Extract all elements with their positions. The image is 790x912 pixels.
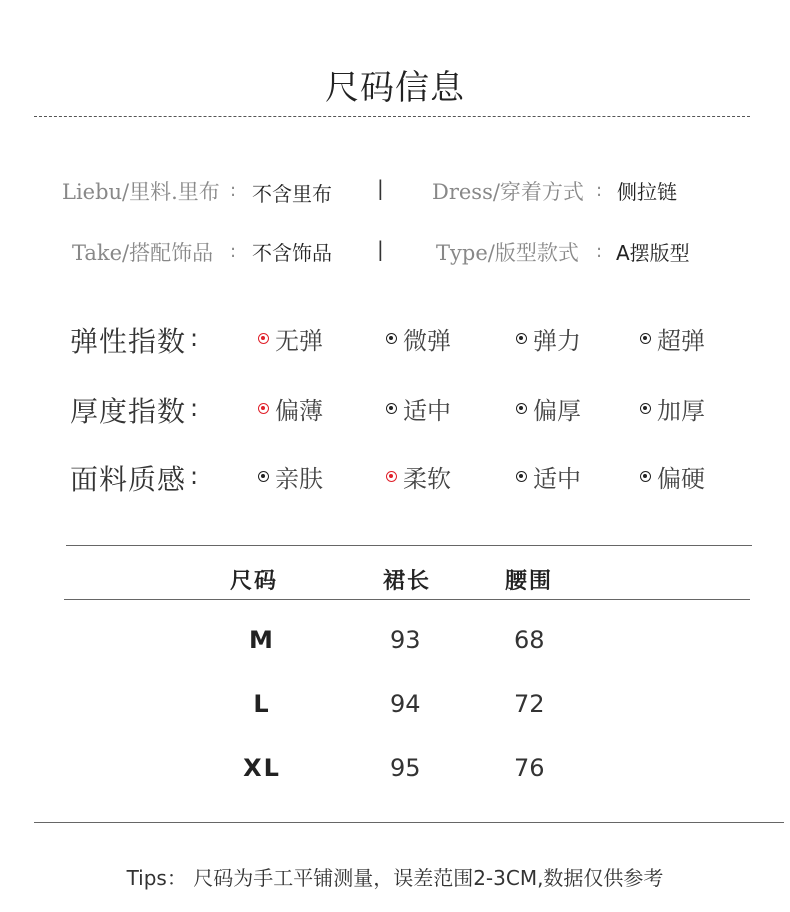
accessory-label: Take/搭配饰品 (72, 241, 214, 265)
cell-size: M (249, 626, 275, 654)
wearing-value: 侧拉链 (617, 180, 677, 204)
cell-length: 93 (390, 626, 421, 654)
index-option-label: 适中 (533, 465, 581, 493)
radio-icon (640, 471, 651, 482)
style-label: Type/版型款式 (436, 241, 579, 265)
wearing-colon: : (596, 180, 603, 201)
lining-value: 不含里布 (252, 182, 332, 206)
style-value: A摆版型 (616, 241, 690, 265)
accessory-value: 不含饰品 (252, 241, 332, 265)
index-colon: : (190, 324, 199, 352)
index-option-label: 亲肤 (275, 465, 323, 493)
radio-selected-icon (386, 471, 397, 482)
index-option (516, 321, 581, 356)
lining-colon: : (230, 180, 237, 201)
index-option (386, 391, 451, 426)
radio-icon (516, 403, 527, 414)
index-option-label: 适中 (403, 397, 451, 425)
index-option (258, 459, 323, 494)
header-size: 尺码 (230, 569, 279, 594)
index-option-label: 偏薄 (275, 397, 323, 425)
info-separator: | (377, 237, 384, 261)
cell-length: 95 (390, 754, 421, 782)
cell-waist: 72 (514, 690, 545, 718)
tips-text: Tips： 尺码为手工平铺测量，误差范围2-3CM,数据仅供参考 (126, 866, 664, 890)
title-divider (34, 116, 750, 117)
wearing-label: Dress/穿着方式 (432, 180, 584, 204)
index-option (386, 321, 451, 356)
cell-length: 94 (390, 690, 421, 718)
header-waist: 腰围 (505, 569, 554, 594)
cell-size: XL (243, 754, 281, 782)
index-option-label: 柔软 (403, 465, 451, 493)
accessory-colon: : (230, 241, 237, 262)
index-option-label: 微弹 (403, 327, 451, 355)
cell-waist: 68 (514, 626, 545, 654)
footer-divider (34, 822, 784, 823)
index-option-label: 无弹 (275, 327, 323, 355)
radio-icon (386, 403, 397, 414)
radio-icon (516, 333, 527, 344)
index-colon: : (190, 394, 199, 422)
page-title: 尺码信息 (325, 68, 465, 108)
radio-selected-icon (258, 333, 269, 344)
table-header-line (64, 599, 750, 600)
index-option (386, 459, 451, 494)
index-option-label: 偏厚 (533, 397, 581, 425)
header-length: 裙长 (383, 569, 432, 594)
index-option-label: 偏硬 (657, 465, 705, 493)
radio-icon (386, 333, 397, 344)
cell-size: L (253, 690, 271, 718)
index-option (640, 391, 705, 426)
radio-icon (640, 333, 651, 344)
index-option (640, 321, 705, 356)
info-separator: | (377, 176, 384, 200)
table-top-line (66, 545, 752, 546)
index-label: 面料质感 (70, 463, 187, 496)
index-option (516, 391, 581, 426)
lining-label: Liebu/里料.里布 (62, 180, 220, 204)
index-label: 厚度指数 (70, 395, 187, 428)
index-option (258, 321, 323, 356)
radio-icon (258, 471, 269, 482)
style-colon: : (596, 241, 603, 262)
index-colon: : (190, 462, 199, 490)
radio-selected-icon (258, 403, 269, 414)
radio-icon (516, 471, 527, 482)
radio-icon (640, 403, 651, 414)
index-option-label: 弹力 (533, 327, 581, 355)
index-option-label: 加厚 (657, 397, 705, 425)
index-label: 弹性指数 (70, 325, 187, 358)
cell-waist: 76 (514, 754, 545, 782)
index-option-label: 超弹 (657, 327, 705, 355)
index-option (640, 459, 705, 494)
index-option (258, 391, 323, 426)
index-option (516, 459, 581, 494)
